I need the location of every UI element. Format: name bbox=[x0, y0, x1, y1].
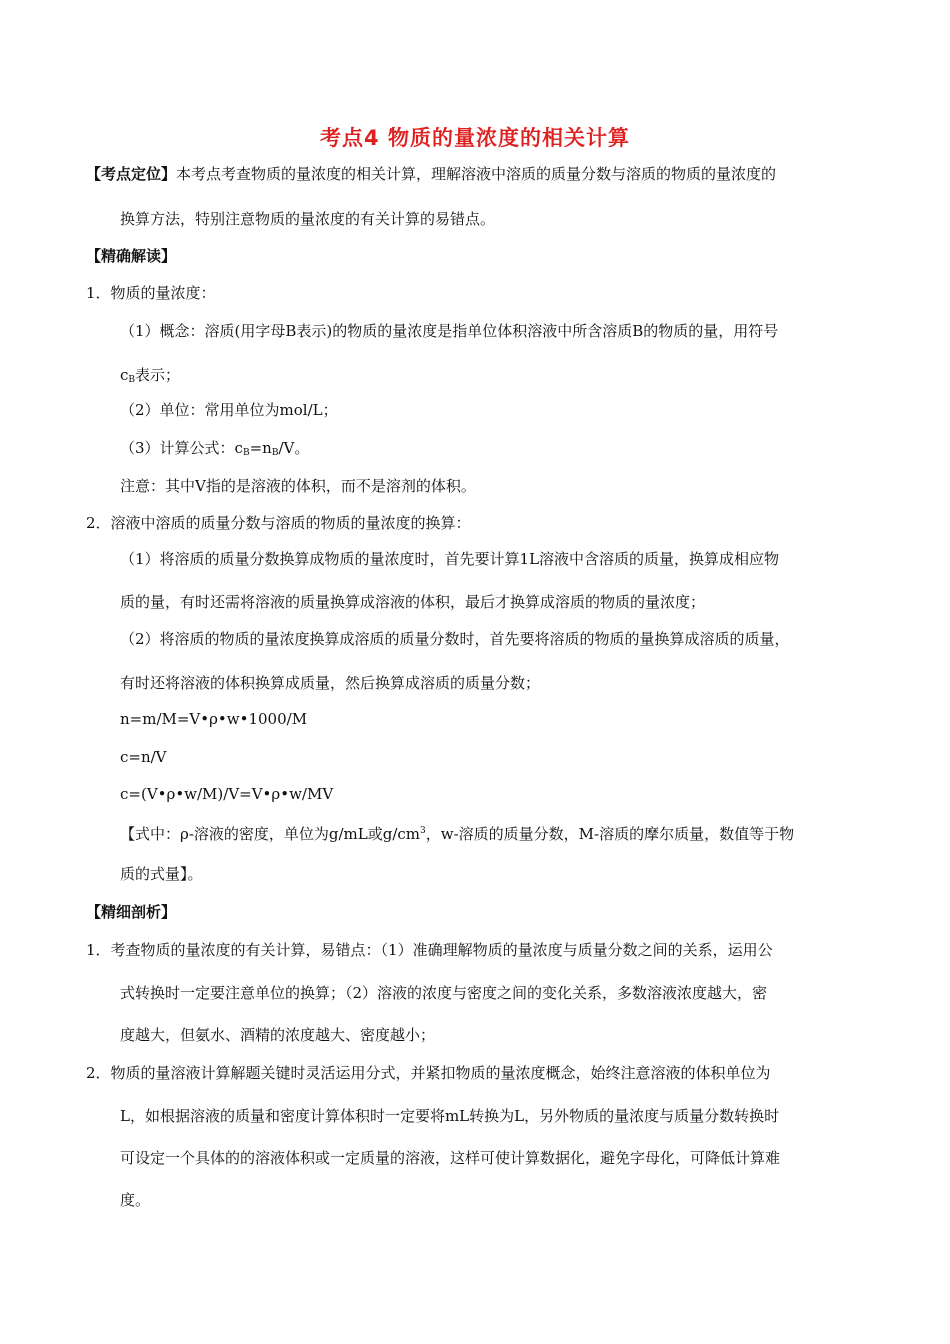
subscript-b: B bbox=[128, 375, 136, 385]
analysis-item-2-d: 度。 bbox=[120, 1191, 151, 1209]
formula-legend-b: 质的式量】。 bbox=[120, 865, 203, 883]
analysis-item-2-a: 2．物质的量溶液计算解题关键时灵活运用分式，并紧扣物质的量浓度概念，始终注意溶液的体积单位为 bbox=[86, 1064, 771, 1082]
reading-s1-p2: （2）单位：常用单位为mol/L； bbox=[120, 401, 338, 419]
analysis-item-1-b: 式转换时一定要注意单位的换算；（2）溶液的浓度与密度之间的变化关系，多数溶液浓度越大，密 bbox=[120, 984, 768, 1002]
position-text-1: 本考点考查物质的量浓度的相关计算，理解溶液中溶质的质量分数与溶质的物质的量浓度的 bbox=[176, 165, 777, 183]
position-label: 【考点定位】 bbox=[86, 165, 177, 183]
formula-part-c: /V。 bbox=[278, 439, 310, 457]
position-line-2: 换算方法，特别注意物质的量浓度的有关计算的易错点。 bbox=[120, 210, 496, 228]
reading-s2-p1-a: （1）将溶质的质量分数换算成物质的量浓度时，首先要计算1L溶液中含溶质的质量，换算成相应物 bbox=[120, 550, 780, 568]
text-rest: 表示； bbox=[135, 366, 181, 384]
reading-s1-p1-a: （1）概念：溶质(用字母B表示)的物质的量浓度是指单位体积溶液中所含溶质B的物质的量，用符号 bbox=[120, 322, 779, 340]
reading-s1-p3 bbox=[120, 438, 309, 463]
formula-part-a: （3）计算公式：c bbox=[120, 439, 243, 457]
subscript-b-2: B bbox=[271, 448, 279, 458]
position-line-1 bbox=[86, 164, 776, 184]
legend-part-2: ，w-溶质的质量分数，M-溶质的摩尔质量，数值等于物 bbox=[425, 825, 795, 843]
superscript-3: 3 bbox=[420, 826, 426, 836]
reading-s1-note: 注意：其中V指的是溶液的体积，而不是溶剂的体积。 bbox=[120, 477, 476, 495]
page-title: 考点4 物质的量浓度的相关计算 bbox=[320, 126, 630, 150]
reading-s1-p1-b bbox=[120, 365, 180, 390]
reading-heading: 【精确解读】 bbox=[86, 247, 177, 265]
symbol-c: c bbox=[120, 366, 129, 384]
reading-s2-p2-b: 有时还将溶液的体积换算成质量，然后换算成溶质的质量分数； bbox=[120, 674, 541, 692]
formula-2: c=n/V bbox=[120, 748, 167, 766]
analysis-item-1-a: 1．考查物质的量浓度的有关计算，易错点：（1）准确理解物质的量浓度与质量分数之间的关系，运用公 bbox=[86, 941, 773, 959]
reading-s2-title: 2．溶液中溶质的质量分数与溶质的物质的量浓度的换算： bbox=[86, 514, 471, 532]
reading-s1-title: 1．物质的量浓度： bbox=[86, 284, 216, 302]
analysis-item-1-c: 度越大，但氨水、酒精的浓度越大、密度越小； bbox=[120, 1026, 436, 1044]
reading-s2-p1-b: 质的量，有时还需将溶液的质量换算成溶液的体积，最后才换算成溶质的物质的量浓度； bbox=[120, 593, 706, 611]
subscript-b-1: B bbox=[242, 448, 250, 458]
formula-3: c=(V•ρ•w/M)/V=V•ρ•w/MV bbox=[120, 785, 334, 803]
analysis-item-2-b: L，如根据溶液的质量和密度计算体积时一定要将mL转换为L，另外物质的量浓度与质量分数转换时 bbox=[120, 1107, 780, 1125]
formula-part-b: =n bbox=[249, 439, 272, 457]
formula-1: n=m/M=V•ρ•w•1000/M bbox=[120, 710, 308, 728]
analysis-item-2-c: 可设定一个具体的的溶液体积或一定质量的溶液，这样可使计算数据化，避免字母化，可降低计算难 bbox=[120, 1149, 781, 1167]
legend-part-1: 【式中：ρ-溶液的密度，单位为g/mL或g/cm bbox=[120, 825, 421, 843]
analysis-heading: 【精细剖析】 bbox=[86, 903, 177, 921]
reading-s2-p2-a: （2）将溶质的物质的量浓度换算成溶质的质量分数时，首先要将溶质的物质的量换算成溶质的质量， bbox=[120, 630, 790, 648]
formula-legend-a bbox=[120, 821, 794, 844]
